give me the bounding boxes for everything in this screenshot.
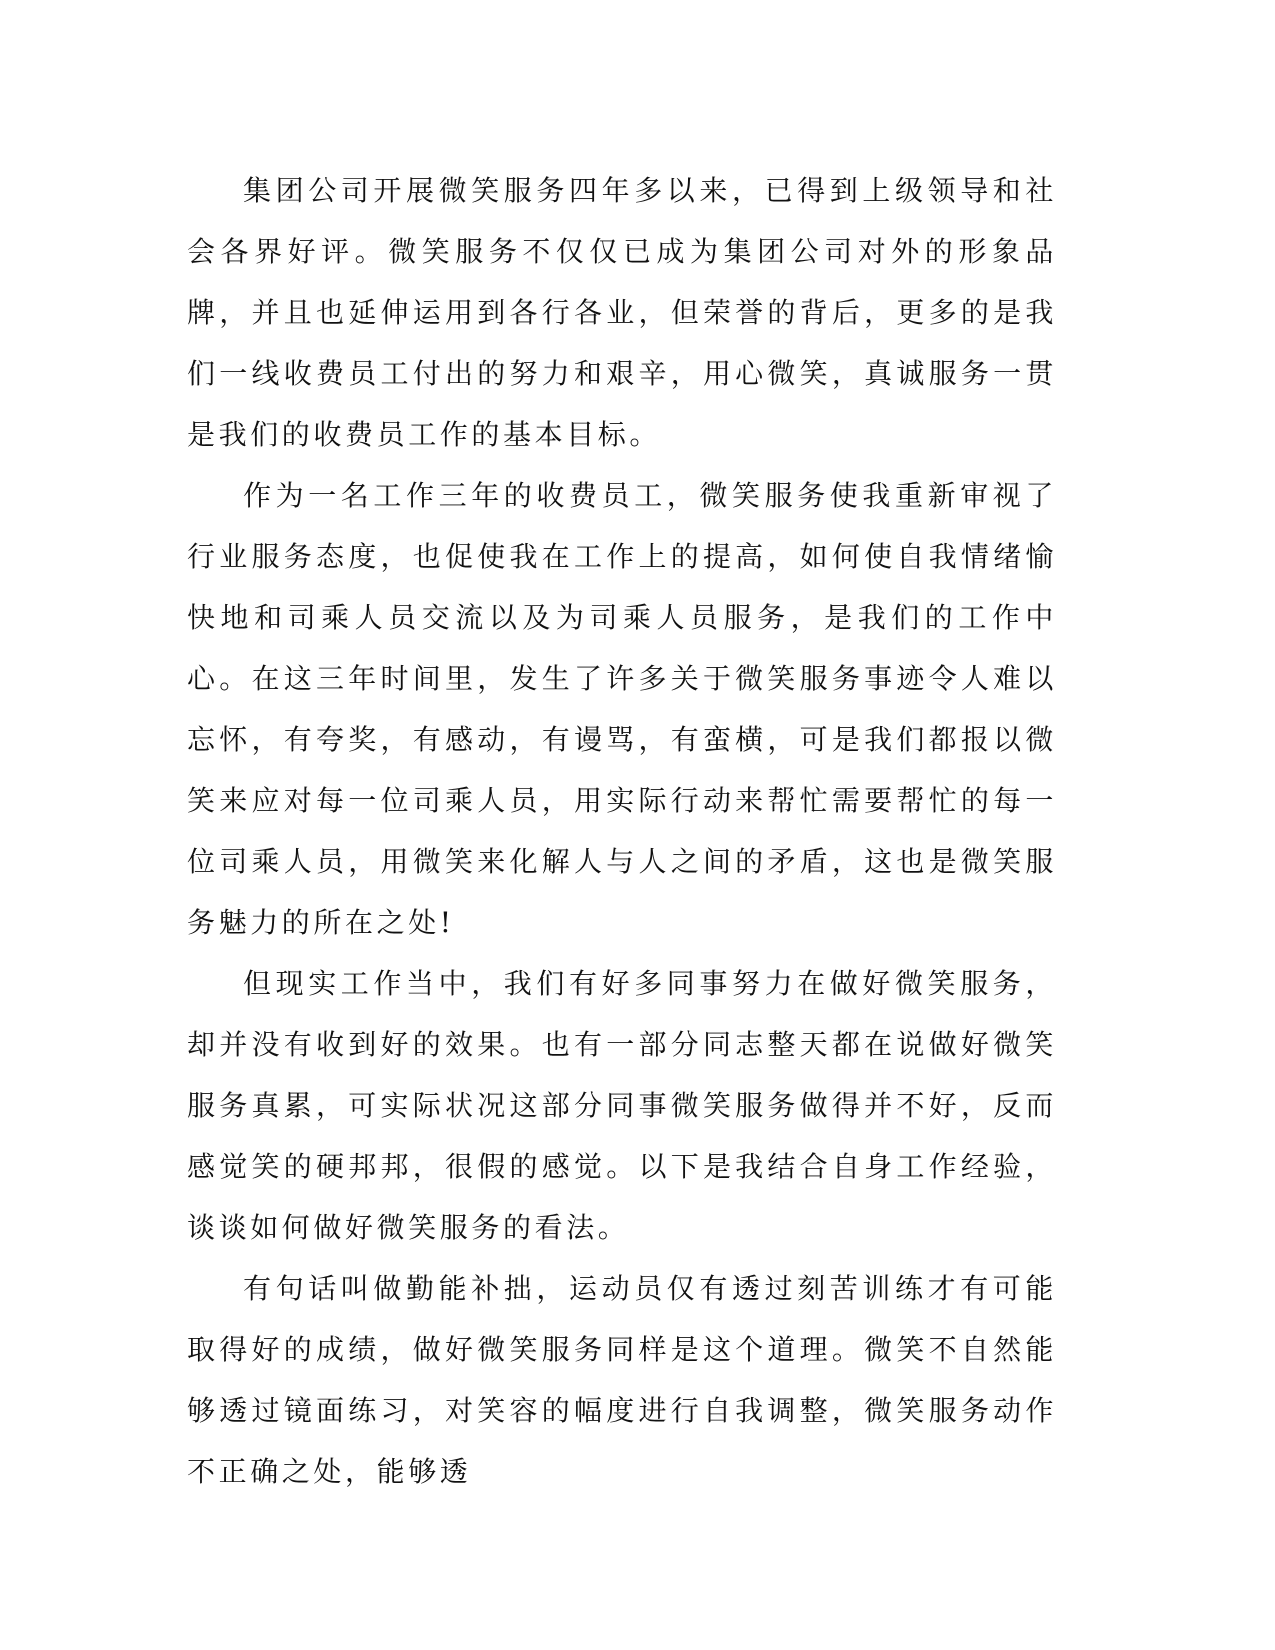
paragraph-2: 作为一名工作三年的收费员工，微笑服务使我重新审视了行业服务态度，也促使我在工作上的提高，如何使自我情绪愉快地和司乘人员交流以及为司乘人员服务，是我们的工作中心。在这三年时间里，发生了许多关于微笑服务事迹令人难以忘怀，有夸奖，有感动，有谩骂，有蛮横，可是我们都报以微笑来应对每一位司乘人员，用实际行动来帮忙需要帮忙的每一位司乘人员，用微笑来化解人与人之间的矛盾，这也是微笑服务魅力的所在之处! — [187, 479, 1057, 939]
paragraph-4: 有句话叫做勤能补拙，运动员仅有透过刻苦训练才有可能取得好的成绩，做好微笑服务同样是这个道理。微笑不自然能够透过镜面练习，对笑容的幅度进行自我调整，微笑服务动作不正确之处，能够透 — [187, 1272, 1057, 1488]
paragraph-1: 集团公司开展微笑服务四年多以来，已得到上级领导和社会各界好评。微笑服务不仅仅已成为集团公司对外的形象品牌，并且也延伸运用到各行各业，但荣誉的背后，更多的是我们一线收费员工付出的努力和艰辛，用心微笑，真诚服务一贯是我们的收费员工作的基本目标。 — [187, 174, 1057, 451]
paragraph-3: 但现实工作当中，我们有好多同事努力在做好微笑服务，却并没有收到好的效果。也有一部分同志整天都在说做好微笑服务真累，可实际状况这部分同事微笑服务做得并不好，反而感觉笑的硬邦邦，很假的感觉。以下是我结合自身工作经验，谈谈如何做好微笑服务的看法。 — [187, 967, 1057, 1244]
document-body — [187, 160, 1057, 1502]
